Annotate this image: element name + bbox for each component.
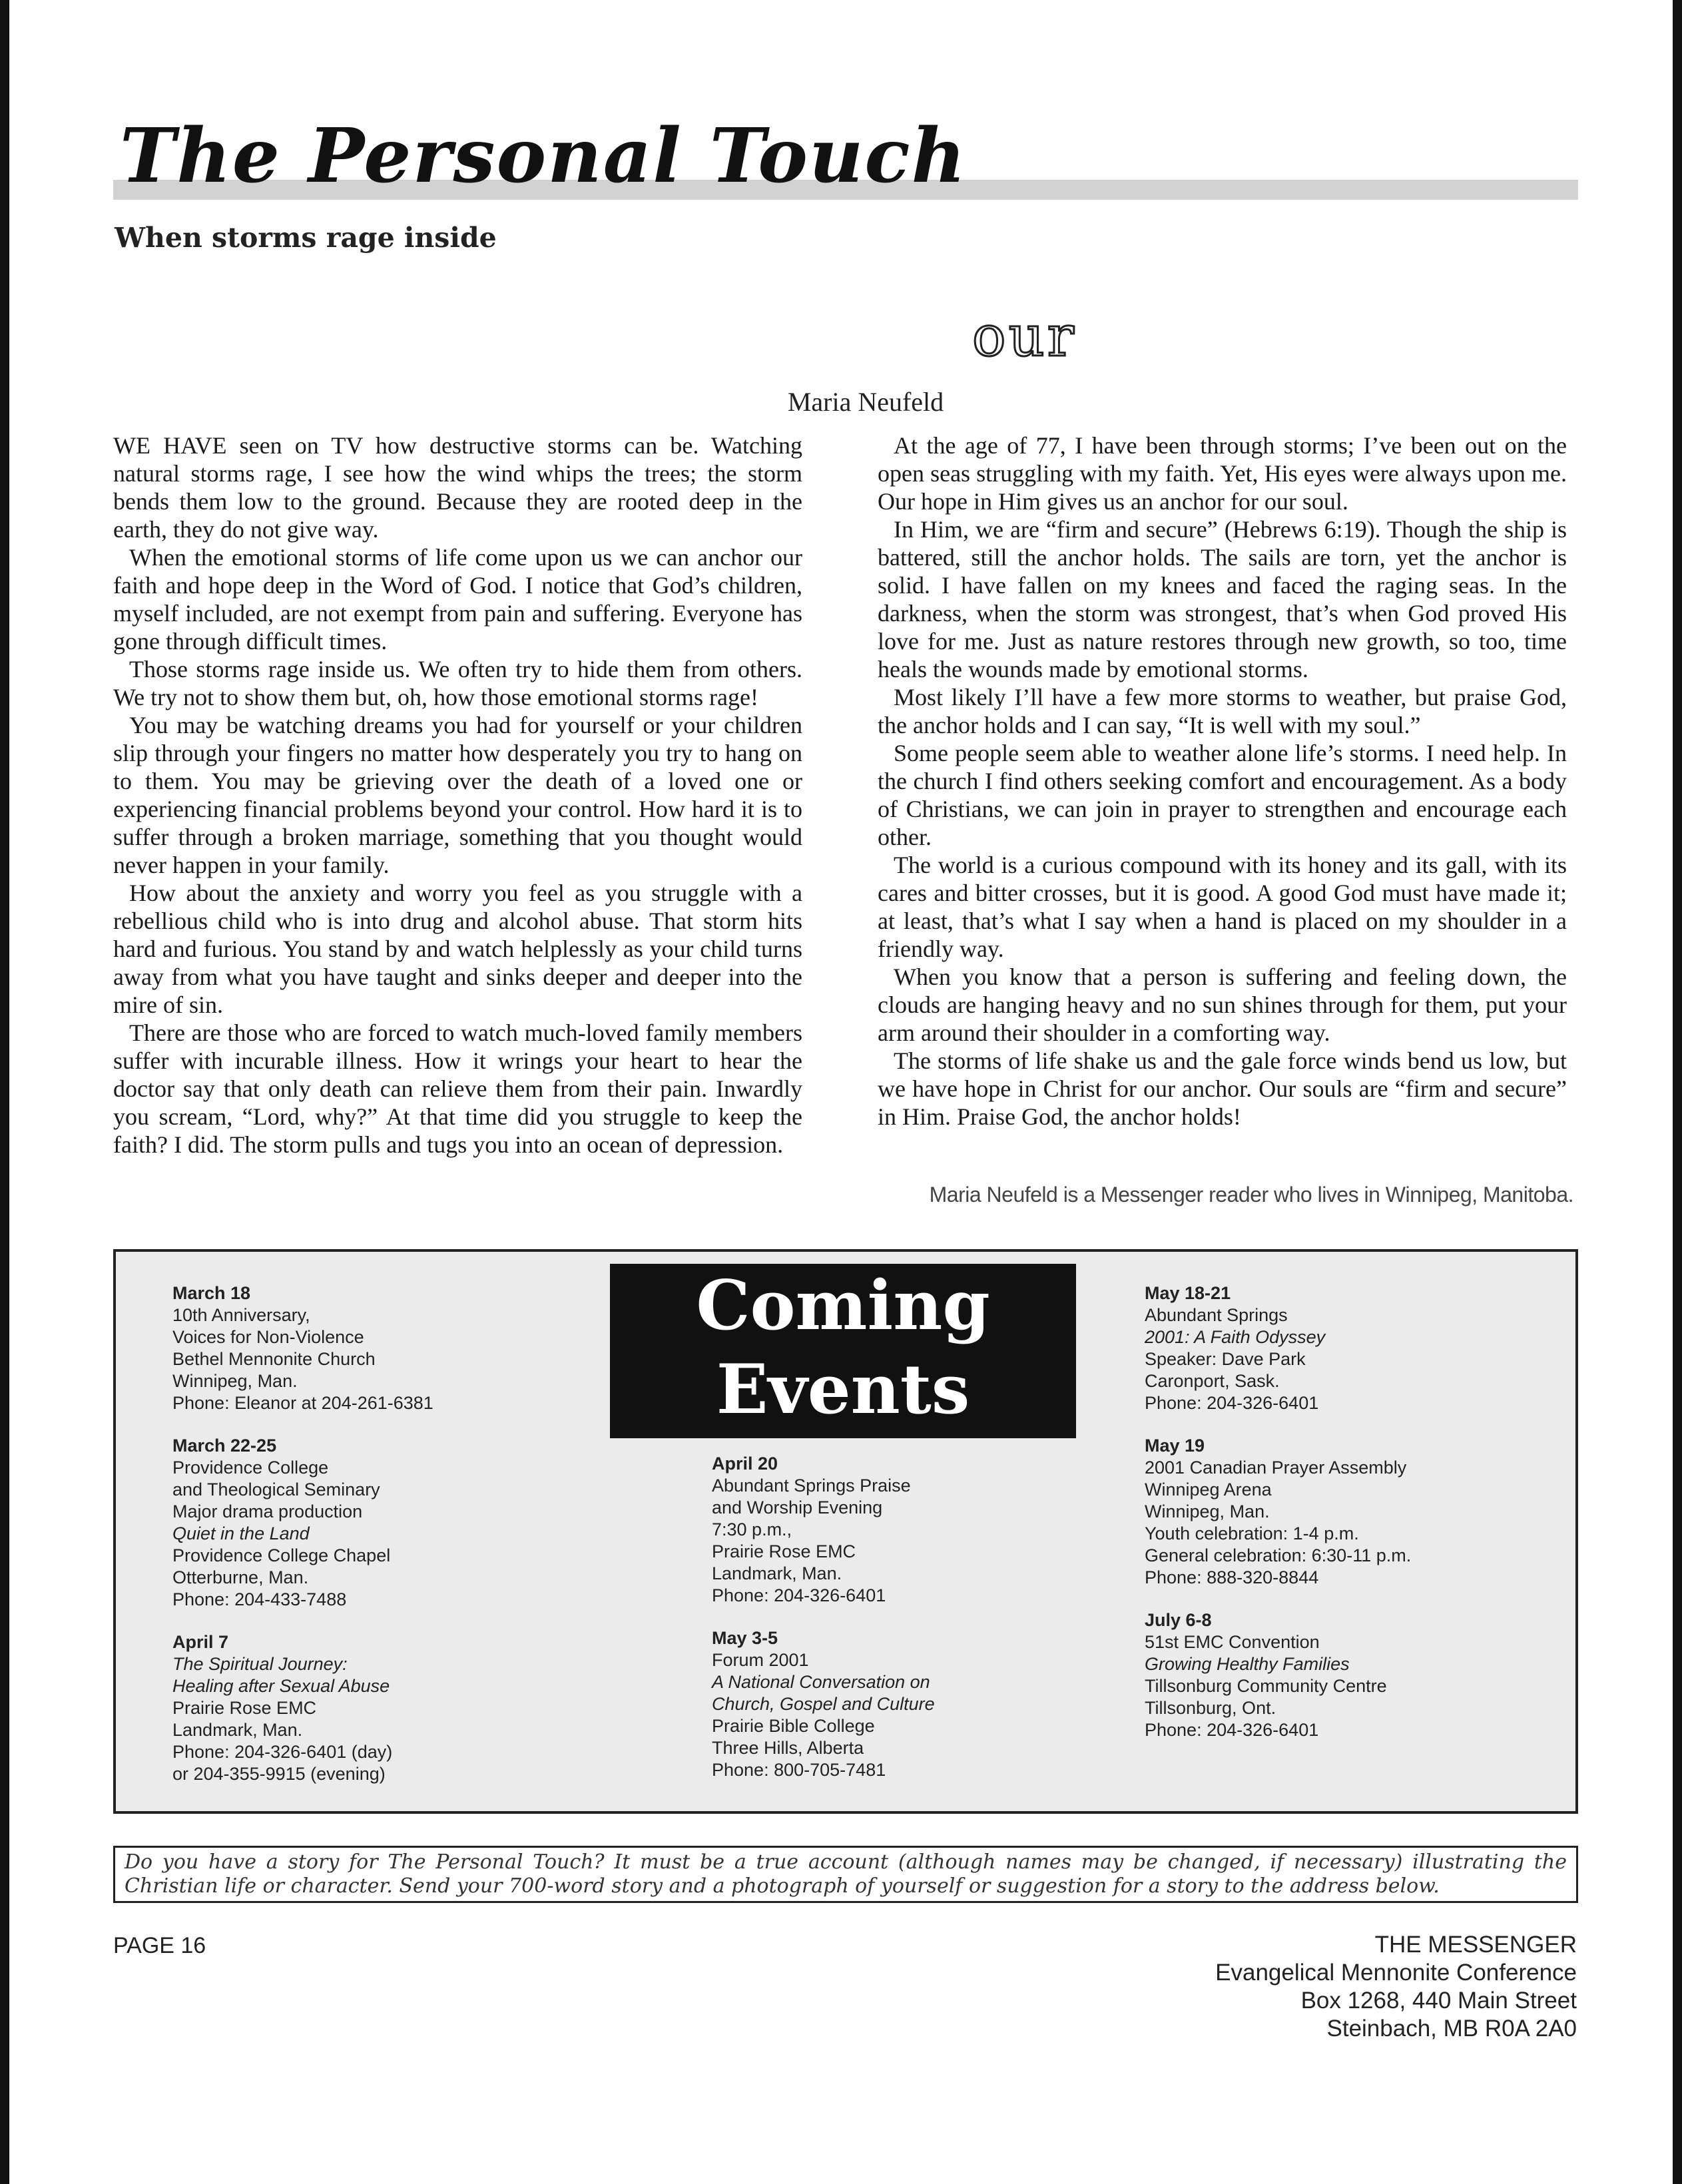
address-line: Box 1268, 440 Main Street <box>1300 1988 1577 2014</box>
event-date: March 18 <box>172 1283 251 1303</box>
scan-edge-left <box>0 0 9 2184</box>
event-date: May 18-21 <box>1145 1283 1231 1303</box>
event-detail: 7:30 p.m., <box>712 1519 792 1539</box>
paragraph: Most likely I’ll have a few more storms to weather, but praise God, the anchor holds and I can say, “It is well with my soul.” <box>878 684 1567 738</box>
event-detail: Abundant Springs <box>1145 1305 1288 1325</box>
event-listing <box>1145 1609 1557 1741</box>
event-detail: Church, Gospel and Culture <box>712 1694 935 1714</box>
event-detail: Winnipeg, Man. <box>172 1371 298 1391</box>
coming-events-banner <box>610 1264 1076 1438</box>
event-detail: 2001: A Faith Odyssey <box>1145 1327 1326 1347</box>
event-listing <box>172 1631 585 1785</box>
event-detail: Speaker: Dave Park <box>1145 1349 1306 1369</box>
event-detail: Tillsonburg, Ont. <box>1145 1698 1276 1718</box>
address-line: Evangelical Mennonite Conference <box>1215 1960 1577 1986</box>
paragraph: When the emotional storms of life come upon us we can anchor our faith and hope deep in the Word of God. I notice that God’s children, myself included, are not exempt from pain and suffering. Everyone has gone through difficult times. <box>113 544 802 655</box>
event-listing <box>172 1435 585 1611</box>
paragraph: WE HAVE seen on TV how destructive storms can be. Watching natural storms rage, I see how the wind whips the trees; the storm bends them low to the ground. Because they are rooted deep in the earth, they do not give way. <box>113 432 802 543</box>
event-detail: and Worship Evening <box>712 1498 883 1517</box>
event-detail: and Theological Seminary <box>172 1480 380 1500</box>
event-date: May 19 <box>1145 1436 1205 1456</box>
headline-fragment: our <box>972 304 1077 369</box>
event-detail: General celebration: 6:30-11 p.m. <box>1145 1545 1412 1565</box>
byline: Maria Neufeld <box>787 387 944 417</box>
event-detail: Phone: 800-705-7481 <box>712 1760 886 1780</box>
event-detail: A National Conversation on <box>712 1672 930 1692</box>
paragraph: You may be watching dreams you had for yourself or your children slip through your fingers no matter how desperately you try to hang on to them. You may be grieving over the death of a loved one or experiencing financial problems beyond your control. How hard it is to suffer through a broken marriage, something that you thought would never happen in your family. <box>113 712 802 878</box>
event-listing <box>1145 1282 1557 1414</box>
publisher-address <box>1215 1931 1577 2043</box>
page-number: PAGE 16 <box>113 1933 206 1958</box>
event-detail: 2001 Canadian Prayer Assembly <box>1145 1458 1407 1478</box>
event-detail: Phone: 204-326-6401 <box>712 1585 886 1605</box>
address-line: THE MESSENGER <box>1374 1932 1577 1958</box>
event-detail: Prairie Bible College <box>712 1716 875 1736</box>
banner-line: Coming <box>696 1266 990 1346</box>
event-date: April 7 <box>172 1632 229 1652</box>
event-detail: Prairie Rose EMC <box>712 1541 856 1561</box>
event-detail: Voices for Non-Violence <box>172 1327 364 1347</box>
paragraph: When you know that a person is suffering and feeling down, the clouds are hanging heavy and no sun shines through for them, put your arm around their shoulder in a comforting way. <box>878 963 1567 1046</box>
event-detail: Providence College Chapel <box>172 1545 391 1565</box>
event-detail: Abundant Springs Praise <box>712 1476 911 1496</box>
event-detail: Providence College <box>172 1458 329 1478</box>
event-detail: Phone: 204-326-6401 <box>1145 1393 1319 1413</box>
event-detail: Youth celebration: 1-4 p.m. <box>1145 1523 1359 1543</box>
paragraph: In Him, we are “firm and secure” (Hebrews 6:19). Though the ship is battered, still the anchor holds. The sails are torn, yet the anchor is solid. I have fallen on my knees and faced the raging seas. In the darkness, when the storm was strongest, that’s when God proved His love for me. Just as nature restores through new growth, so too, time heals the wounds made by emotional storms. <box>878 516 1567 682</box>
event-detail: Three Hills, Alberta <box>712 1738 864 1758</box>
event-date: July 6-8 <box>1145 1610 1212 1630</box>
event-listing <box>172 1282 585 1414</box>
event-detail: Landmark, Man. <box>172 1720 303 1740</box>
event-detail: Phone: Eleanor at 204-261-6381 <box>172 1393 433 1413</box>
event-date: March 22-25 <box>172 1436 277 1456</box>
event-detail: Otterburne, Man. <box>172 1567 309 1587</box>
event-detail: Tillsonburg Community Centre <box>1145 1676 1387 1696</box>
event-detail: Phone: 888-320-8844 <box>1145 1567 1319 1587</box>
paragraph: The world is a curious compound with its honey and its gall, with its cares and bitter crosses, but it is good. A good God must have made it; at least, that’s what I say when a hand is placed on my shoulder in a friendly way. <box>878 852 1567 962</box>
article-column-left <box>113 431 802 1159</box>
event-listing <box>712 1453 1125 1607</box>
paragraph: Those storms rage inside us. We often try to hide them from others. We try not to show them but, oh, how those emotional storms rage! <box>113 656 802 710</box>
coming-events-box <box>113 1249 1578 1814</box>
event-detail: 10th Anniversary, <box>172 1305 310 1325</box>
event-detail: Landmark, Man. <box>712 1563 842 1583</box>
event-detail: Phone: 204-326-6401 (day) <box>172 1742 393 1762</box>
address-line: Steinbach, MB R0A 2A0 <box>1326 2016 1577 2042</box>
article-subhead: When storms rage inside <box>115 222 497 254</box>
scan-edge-right <box>1673 0 1682 2184</box>
event-detail: Winnipeg, Man. <box>1145 1502 1270 1521</box>
paragraph: There are those who are forced to watch much-loved family members suffer with incurable illness. How it wrings your heart to hear the doctor say that only death can relieve them from their pain. Inwardly you scream, “Lord, why?” At that time did you struggle to keep the faith? I did. The storm pulls and tugs you into an ocean of depression. <box>113 1019 802 1158</box>
event-detail: Healing after Sexual Abuse <box>172 1676 390 1696</box>
event-detail: Forum 2001 <box>712 1650 809 1670</box>
article-column-right <box>878 431 1567 1131</box>
event-detail: Phone: 204-326-6401 <box>1145 1720 1319 1740</box>
column-title: The Personal Touch <box>120 113 968 200</box>
event-detail: Major drama production <box>172 1502 363 1521</box>
event-detail: 51st EMC Convention <box>1145 1632 1320 1652</box>
event-detail: Caronport, Sask. <box>1145 1371 1280 1391</box>
event-date: May 3-5 <box>712 1628 778 1648</box>
event-listing <box>712 1627 1125 1781</box>
submission-note: Do you have a story for The Personal Touch? It must be a true account (although names may be changed, if necessary) illustrating the Christian life or character. Send your 700-word story and a photograph of yourself or suggestion for a story to the address below. <box>113 1846 1578 1903</box>
event-date: April 20 <box>712 1454 778 1474</box>
event-detail: Prairie Rose EMC <box>172 1698 317 1718</box>
event-detail: or 204-355-9915 (evening) <box>172 1764 386 1784</box>
paragraph: At the age of 77, I have been through storms; I’ve been out on the open seas struggling with my faith. Yet, His eyes were always upon me. Our hope in Him gives us an anchor for our soul. <box>878 432 1567 515</box>
masthead <box>113 107 1578 206</box>
event-detail: Winnipeg Arena <box>1145 1480 1272 1500</box>
events-column-3 <box>1145 1282 1557 1762</box>
event-detail: Phone: 204-433-7488 <box>172 1589 347 1609</box>
events-column-1 <box>172 1282 585 1806</box>
paragraph: Some people seem able to weather alone life’s storms. I need help. In the church I find others seeking comfort and encouragement. As a body of Christians, we can join in prayer to strengthen and encourage each other. <box>878 740 1567 850</box>
event-detail: Growing Healthy Families <box>1145 1654 1350 1674</box>
event-detail: The Spiritual Journey: <box>172 1654 348 1674</box>
event-listing <box>1145 1435 1557 1589</box>
paragraph: How about the anxiety and worry you feel as you struggle with a rebellious child who is into drug and alcohol abuse. That storm hits hard and furious. You stand by and watch helplessly as your child turns away from what you have taught and sinks deeper and deeper into the mire of sin. <box>113 880 802 1018</box>
author-bio: Maria Neufeld is a Messenger reader who lives in Winnipeg, Manitoba. <box>929 1183 1573 1207</box>
banner-line: Events <box>716 1350 970 1430</box>
paragraph: The storms of life shake us and the gale force winds bend us low, but we have hope in Christ for our anchor. Our souls are “firm and secure” in Him. Praise God, the anchor holds! <box>878 1047 1567 1130</box>
events-column-2 <box>712 1453 1125 1802</box>
event-detail: Bethel Mennonite Church <box>172 1349 376 1369</box>
event-detail: Quiet in the Land <box>172 1523 310 1543</box>
